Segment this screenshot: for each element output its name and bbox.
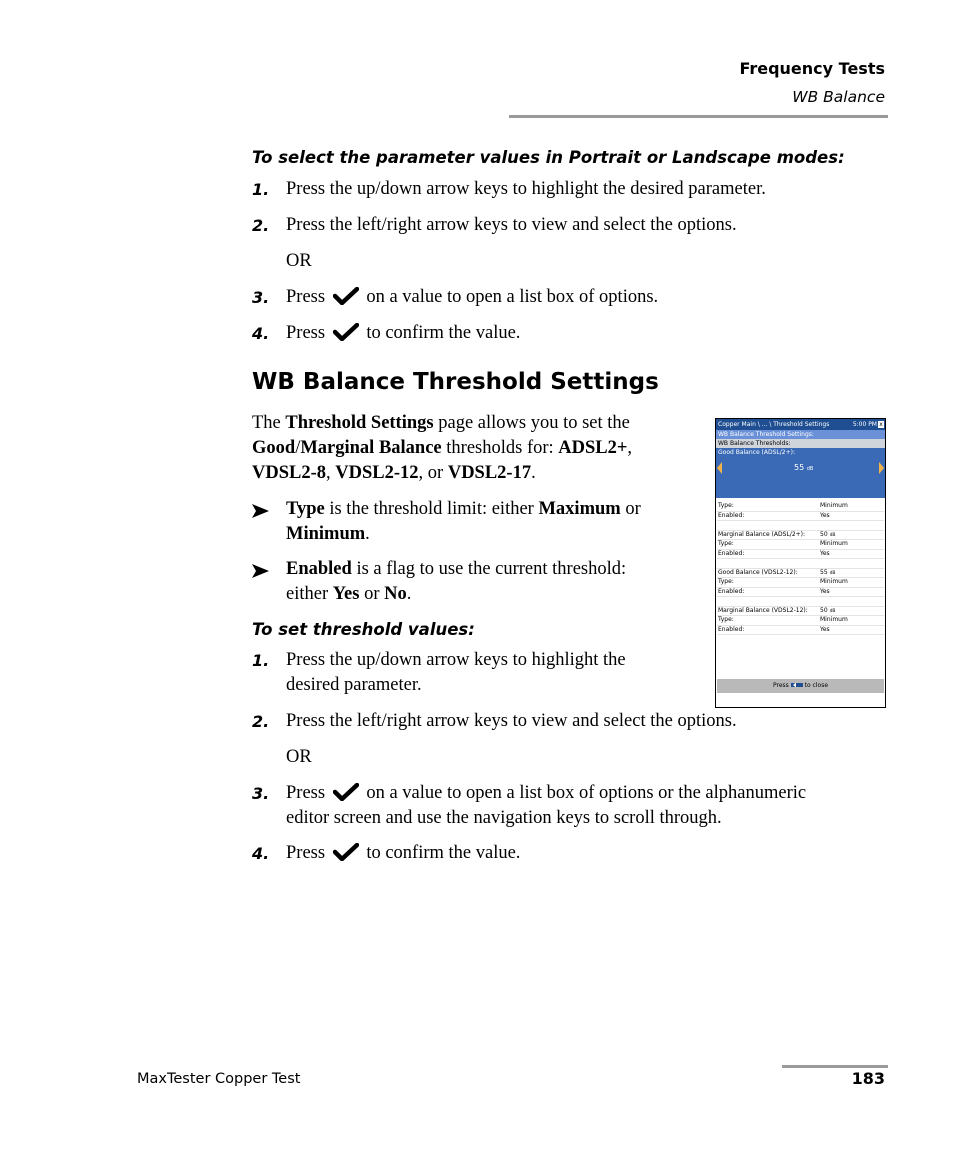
- intro-bold: ADSL2+: [558, 438, 628, 458]
- parameter-value-text: Minimum: [820, 540, 848, 547]
- bullet-arrow-icon: [252, 504, 269, 518]
- device-subheader-row: WB Balance Thresholds:: [716, 439, 885, 448]
- step-number: 4.: [252, 844, 270, 863]
- intro-bold: Good: [252, 438, 296, 458]
- or-text: OR: [286, 251, 312, 271]
- parameter-label: Type:: [718, 502, 734, 509]
- step-rest: to confirm the value.: [366, 843, 521, 863]
- footer-close-text: to close: [804, 682, 829, 689]
- parameter-label: Marginal Balance (VDSL2-12):: [718, 606, 808, 614]
- bullet-term: Yes: [332, 584, 360, 604]
- intro-text: ,: [326, 463, 336, 483]
- footer-product-name: MaxTester Copper Test: [137, 1071, 301, 1087]
- parameter-label: Type:: [718, 578, 734, 585]
- bullet-text: or: [359, 584, 385, 604]
- bullet-text: .: [406, 584, 412, 604]
- bullet-text: is the threshold limit: either: [324, 499, 539, 519]
- parameter-value-text: 55: [820, 568, 828, 576]
- device-footer-bar: [717, 679, 884, 693]
- parameter-value: [820, 539, 848, 549]
- intro-bold: Marginal Balance: [300, 438, 442, 458]
- bullet-item: [286, 497, 696, 547]
- step-rest: on a value to open a list box of options or the alphanumeric: [366, 783, 807, 803]
- parameter-unit: dB: [829, 570, 836, 576]
- parameter-label: Enabled:: [718, 511, 745, 519]
- intro-text: .: [531, 463, 536, 483]
- device-selected-item: [716, 448, 885, 498]
- parameter-label: Good Balance (VDSL2-12):: [718, 568, 798, 576]
- parameter-value-text: 50: [820, 606, 828, 614]
- device-parameter-row: [717, 625, 884, 636]
- intro-bold: VDSL2-8: [252, 463, 327, 483]
- parameter-label: Marginal Balance (ADSL/2+):: [718, 530, 806, 538]
- device-header-row: WB Balance Threshold Settings:: [716, 430, 885, 439]
- step-text: Press the up/down arrow keys to highlight the desired parameter.: [286, 179, 766, 199]
- parameter-value: [820, 587, 830, 597]
- parameter-value-text: Yes: [820, 587, 830, 595]
- step-rest: on a value to open a list box of options.: [366, 287, 659, 307]
- intro-text: The: [252, 413, 286, 433]
- parameter-value-text: Minimum: [820, 578, 848, 585]
- device-selected-value: [794, 463, 813, 472]
- parameter-value-text: Yes: [820, 549, 830, 557]
- parameter-label: Enabled:: [718, 625, 745, 633]
- right-arrow-icon: [879, 462, 884, 474]
- checkmark-icon: [333, 287, 359, 305]
- step-text: [286, 841, 520, 866]
- procedure-title: To set threshold values:: [252, 620, 475, 639]
- bullet-term: No: [384, 584, 407, 604]
- parameter-value: [820, 615, 848, 625]
- parameter-value-text: Yes: [820, 511, 830, 519]
- step-text: [286, 285, 658, 310]
- parameter-value: [820, 577, 848, 587]
- parameter-value-text: 50: [820, 530, 828, 538]
- bullet-term: Enabled: [286, 559, 352, 579]
- parameter-value: [820, 511, 830, 521]
- selected-value-unit: dB: [806, 466, 814, 472]
- step-number: 3.: [252, 288, 270, 307]
- left-arrow-icon: [717, 462, 722, 474]
- bullet-text: either: [286, 584, 333, 604]
- step-rest: to confirm the value.: [366, 323, 521, 343]
- intro-text: thresholds for:: [441, 438, 559, 458]
- intro-bold: Threshold Settings: [285, 413, 434, 433]
- intro-text: ,: [627, 438, 633, 458]
- running-header-title: Frequency Tests: [739, 59, 885, 78]
- checkmark-icon: [333, 323, 359, 341]
- intro-text: /: [295, 438, 301, 458]
- page-number: 183: [851, 1069, 885, 1088]
- step-line: desired parameter.: [286, 675, 422, 695]
- device-close-icon: x: [879, 421, 883, 428]
- footer-rule: [782, 1065, 888, 1068]
- running-header-subtitle: WB Balance: [792, 88, 885, 106]
- step-text: [286, 781, 806, 831]
- intro-bold: VDSL2-17: [447, 463, 532, 483]
- step-press: Press: [286, 323, 326, 343]
- bullet-item: [286, 557, 696, 607]
- bullet-term: Minimum: [286, 524, 366, 544]
- device-clock: 5:00 PM: [852, 421, 877, 428]
- parameter-value-text: Minimum: [820, 616, 848, 623]
- section-heading: WB Balance Threshold Settings: [252, 369, 659, 395]
- step-press: Press: [286, 783, 326, 803]
- step-number: 3.: [252, 784, 270, 803]
- step-press: Press: [286, 843, 326, 863]
- step-line: editor screen and use the navigation keys to scroll through.: [286, 808, 722, 828]
- device-screenshot: [715, 418, 886, 708]
- parameter-value-text: Yes: [820, 625, 830, 633]
- footer-press-text: Press: [772, 682, 789, 689]
- step-number: 2.: [252, 712, 270, 731]
- selected-value-number: 55: [794, 463, 805, 472]
- step-text: [286, 648, 626, 698]
- step-text: Press the left/right arrow keys to view and select the options.: [286, 215, 737, 235]
- step-line: Press the up/down arrow keys to highlight the: [286, 650, 626, 670]
- parameter-value: [820, 501, 848, 511]
- header-rule: [509, 115, 888, 118]
- parameter-value: [820, 625, 830, 635]
- or-text: OR: [286, 747, 312, 767]
- step-press: Press: [286, 287, 326, 307]
- intro-paragraph: [252, 411, 692, 486]
- bullet-text: is a flag to use the current threshold:: [351, 559, 627, 579]
- parameter-label: Type:: [718, 540, 734, 547]
- intro-bold: VDSL2-12: [335, 463, 419, 483]
- intro-text: page allows you to set the: [433, 413, 630, 433]
- step-number: 1.: [252, 180, 270, 199]
- parameter-value-text: Minimum: [820, 502, 848, 509]
- bullet-text: .: [365, 524, 370, 544]
- step-text: [286, 321, 520, 346]
- step-number: 2.: [252, 216, 270, 235]
- intro-text: , or: [418, 463, 448, 483]
- enter-key-icon: [791, 682, 803, 688]
- device-titlebar: [716, 419, 885, 430]
- parameter-value: [820, 549, 830, 559]
- parameter-unit: dB: [829, 608, 836, 614]
- parameter-unit: dB: [829, 532, 836, 538]
- checkmark-icon: [333, 783, 359, 801]
- step-number: 1.: [252, 651, 270, 670]
- bullet-arrow-icon: [252, 564, 269, 578]
- step-text: Press the left/right arrow keys to view and select the options.: [286, 711, 737, 731]
- bullet-term: Maximum: [538, 499, 621, 519]
- parameter-label: Enabled:: [718, 587, 745, 595]
- checkmark-icon: [333, 843, 359, 861]
- parameter-label: Type:: [718, 616, 734, 623]
- bullet-text: or: [620, 499, 641, 519]
- parameter-label: Enabled:: [718, 549, 745, 557]
- device-selected-label: Good Balance (ADSL/2+):: [718, 449, 795, 456]
- step-number: 4.: [252, 324, 270, 343]
- procedure-title: To select the parameter values in Portrait or Landscape modes:: [252, 148, 845, 167]
- device-breadcrumb: Copper Main \ ... \ Threshold Settings: [718, 421, 830, 428]
- bullet-term: Type: [286, 499, 325, 519]
